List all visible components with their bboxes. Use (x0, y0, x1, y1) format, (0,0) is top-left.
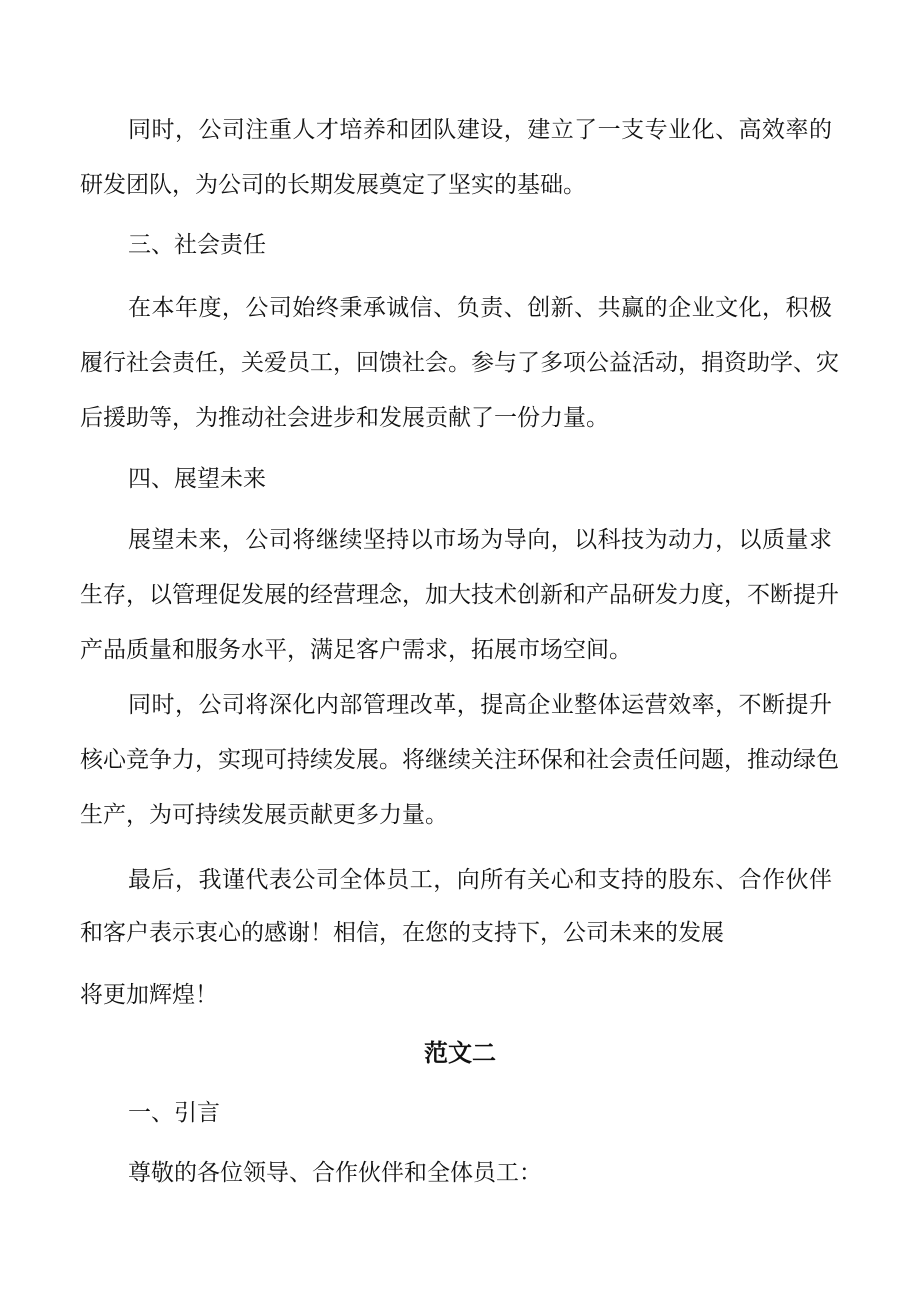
section-heading-introduction: 一、引言 (128, 1100, 220, 1126)
section-heading-outlook: 四、展望未来 (128, 466, 266, 492)
paragraph-talent-line-1: 同时，公司注重人才培养和团队建设，建立了一支专业化、高效率的 (128, 117, 832, 143)
paragraph-thanks-line-3: 将更加辉煌！ (80, 982, 218, 1008)
paragraph-social-line-1: 在本年度，公司始终秉承诚信、负责、创新、共赢的企业文化，积极 (128, 295, 832, 321)
paragraph-talent-line-2: 研发团队，为公司的长期发展奠定了坚实的基础。 (80, 172, 586, 198)
paragraph-reform-line-3: 生产，为可持续发展贡献更多力量。 (80, 802, 448, 828)
section-heading-social-responsibility: 三、社会责任 (128, 232, 266, 258)
document-title-sample-two: 范文二 (424, 1039, 496, 1067)
paragraph-outlook-line-1: 展望未来，公司将继续坚持以市场为导向，以科技为动力，以质量求 (128, 527, 832, 553)
paragraph-outlook-line-3: 产品质量和服务水平，满足客户需求，拓展市场空间。 (80, 637, 632, 663)
paragraph-outlook-line-2: 生存，以管理促发展的经营理念，加大技术创新和产品研发力度，不断提升 (80, 582, 839, 608)
paragraph-reform-line-1: 同时，公司将深化内部管理改革，提高企业整体运营效率，不断提升 (128, 692, 832, 718)
paragraph-social-line-3: 后援助等，为推动社会进步和发展贡献了一份力量。 (80, 405, 609, 431)
paragraph-thanks-line-2: 和客户表示衷心的感谢！相信，在您的支持下，公司未来的发展 (80, 920, 724, 946)
paragraph-thanks-line-1: 最后，我谨代表公司全体员工，向所有关心和支持的股东、合作伙伴 (128, 867, 832, 893)
paragraph-reform-line-2: 核心竞争力，实现可持续发展。将继续关注环保和社会责任问题，推动绿色 (80, 747, 839, 773)
paragraph-social-line-2: 履行社会责任，关爱员工，回馈社会。参与了多项公益活动，捐资助学、灾 (80, 350, 839, 376)
paragraph-greeting: 尊敬的各位领导、合作伙伴和全体员工： (128, 1160, 542, 1186)
